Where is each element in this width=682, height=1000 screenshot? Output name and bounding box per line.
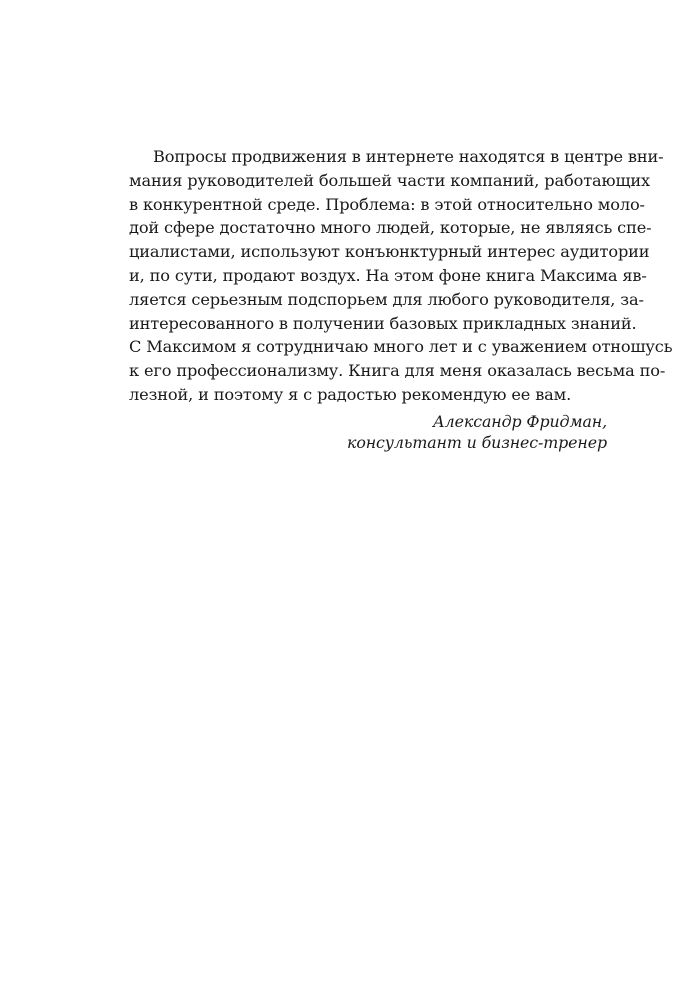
paragraph-line: лезной, и поэтому я с радостью рекомендую ее вам. xyxy=(129,384,572,404)
paragraph-line: С Максимом я сотрудничаю много лет и с уважением отношусь xyxy=(129,337,673,357)
signature-name: Александр Фридман, xyxy=(432,411,607,431)
paragraph-line: Вопросы продвижения в интернете находятся в центре вни- xyxy=(153,147,664,166)
paragraph-line: и, по сути, продают воздух. На этом фоне книга Максима яв- xyxy=(129,265,647,285)
paragraph-line: в конкурентной среде. Проблема: в этой относительно моло- xyxy=(129,194,645,214)
text-block xyxy=(129,145,673,453)
paragraph-line: интересованного в получении базовых прикладных знаний. xyxy=(129,313,637,333)
paragraph-line: циалистами, используют конъюнктурный интерес аудитории xyxy=(129,242,650,262)
signature-block xyxy=(129,411,607,453)
paragraph-line: к его профессионализму. Книга для меня оказалась весьма по- xyxy=(129,361,666,381)
signature-title: консультант и бизнес-тренер xyxy=(347,432,607,452)
paragraph-line: мания руководителей большей части компаний, работающих xyxy=(129,170,650,190)
paragraph-line: ляется серьезным подспорьем для любого руководителя, за- xyxy=(129,289,644,309)
paragraph-line: дой сфере достаточно много людей, которые, не являясь спе- xyxy=(129,218,652,238)
testimonial-paragraph xyxy=(129,145,673,407)
